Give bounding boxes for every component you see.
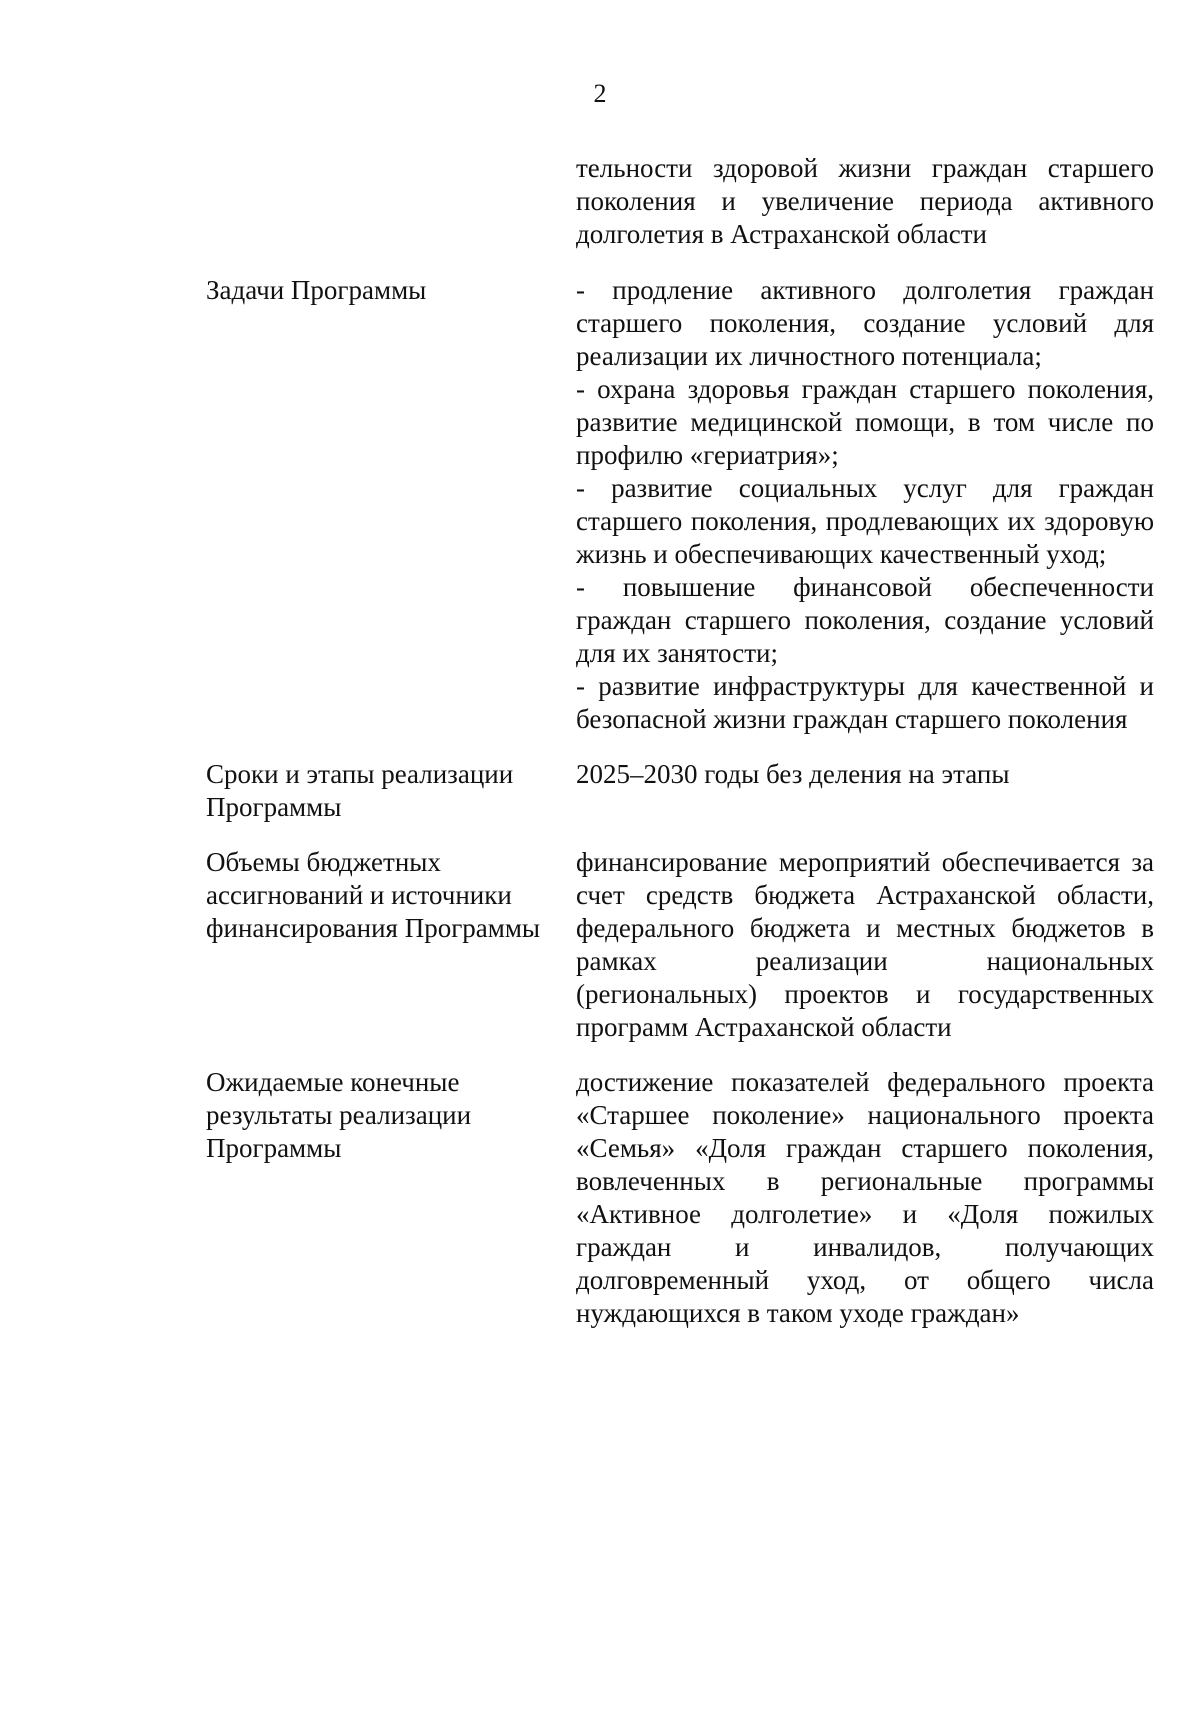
passport-row-goal-continuation [206, 152, 1154, 251]
task-item: - охрана здоровья граждан старшего поколения, развитие медицинской помощи, в том числе по профилю «гериатрия»; [576, 374, 1154, 470]
tasks-list [576, 274, 1154, 736]
budget-value: финансирование мероприятий обеспечивается за счет средств бюджета Астраханской области, федерального бюджета и местных бюджетов в рамках реализации национальных (региональных) проектов и государственных программ Астраханской области [576, 847, 1154, 1042]
budget-label: Объемы бюджетных ассигнований и источники финансирования Программы [206, 847, 541, 943]
task-item: - повышение финансовой обеспеченности граждан старшего поколения, создание условий для их занятости; [576, 572, 1154, 668]
program-passport-table [206, 152, 1154, 1330]
passport-row-results [206, 1066, 1154, 1330]
page-number: 2 [593, 79, 607, 108]
task-item: - продление активного долголетия граждан старшего поколения, создание условий для реализации их личностного потенциала; [576, 275, 1154, 371]
passport-row-terms [206, 758, 1154, 824]
terms-value: 2025–2030 годы без деления на этапы [576, 759, 1010, 789]
terms-label: Сроки и этапы реализации Программы [206, 759, 514, 822]
task-item: - развитие инфраструктуры для качественной и безопасной жизни граждан старшего поколения [576, 671, 1154, 734]
tasks-label: Задачи Программы [206, 275, 427, 305]
results-value: достижение показателей федерального проекта «Старшее поколение» национального проекта «Семья» «Доля граждан старшего поколения, вовлеченных в региональные программы «Активное долголетие» и «Доля пожилых граждан и инвалидов, получающих долговременный уход, от общего числа нуждающихся в таком уходе граждан» [576, 1067, 1154, 1328]
goal-continuation-text: тельности здоровой жизни граждан старшего поколения и увеличение периода активного долголетия в Астраханской области [576, 153, 1154, 249]
task-item: - развитие социальных услуг для граждан старшего поколения, продлевающих их здоровую жизнь и обеспечивающих качественный уход; [576, 473, 1154, 569]
results-label: Ожидаемые конечные результаты реализации Программы [206, 1067, 472, 1163]
passport-row-tasks [206, 274, 1154, 736]
passport-row-budget [206, 846, 1154, 1044]
